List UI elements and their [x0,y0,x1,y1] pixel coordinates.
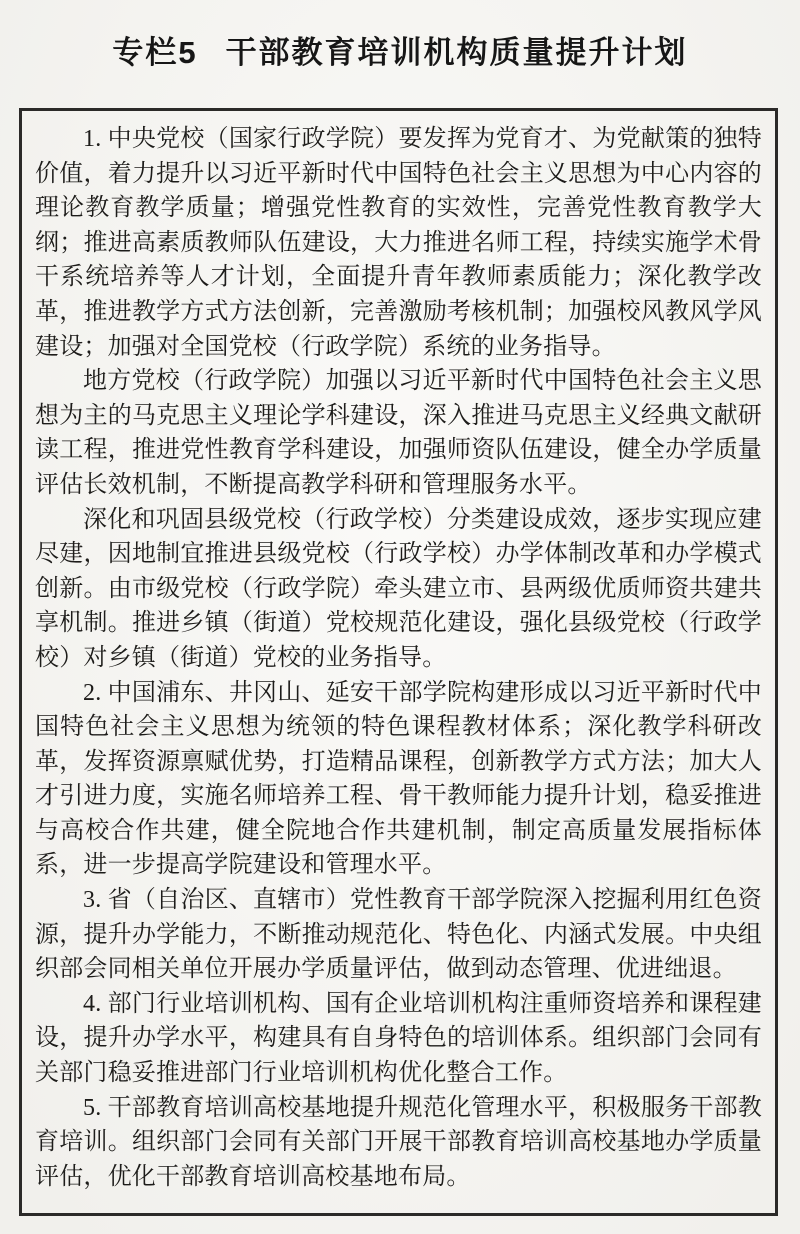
paragraph-item-4: 4. 部门行业培训机构、国有企业培训机构注重师资培养和课程建设，提升办学水平，构建具有自身特色的培训体系。组织部门会同有关部门稳妥推进部门行业培训机构优化整合工作。 [35,990,762,1087]
title-column-label: 专栏5 [112,35,198,70]
content-box [19,108,778,1216]
title-text: 干部教育培训机构质量提升计划 [225,35,688,70]
paragraph-item-1: 1. 中央党校（国家行政学院）要发挥为党育才、为党献策的独特价值，着力提升以习近平新时代中国特色社会主义思想为中心内容的理论教育教学质量；增强党性教育的实效性，完善党性教育教学大纲；推进高素质教师队伍建设，大力推进名师工程，持续实施学术骨干系统培养等人才计划，全面提升青年教师素质能力；深化教学改革，推进教学方式方法创新，完善激励考核机制；加强校风教风学风建设；加强对全国党校（行政学院）系统的业务指导。 [35,126,762,360]
paragraph-local-party-schools: 地方党校（行政学院）加强以习近平新时代中国特色社会主义思想为主的马克思主义理论学科建设，深入推进马克思主义经典文献研读工程，推进党性教育学科建设，加强师资队伍建设，健全办学质量评估长效机制，不断提高教学科研和管理服务水平。 [35,368,762,498]
paragraph-county-party-schools: 深化和巩固县级党校（行政学校）分类建设成效，逐步实现应建尽建，因地制宜推进县级党校（行政学校）办学体制改革和办学模式创新。由市级党校（行政学院）牵头建立市、县两级优质师资共建共享机制。推进乡镇（街道）党校规范化建设，强化县级党校（行政学校）对乡镇（街道）党校的业务指导。 [35,506,762,671]
paragraph-item-2: 2. 中国浦东、井冈山、延安干部学院构建形成以习近平新时代中国特色社会主义思想为统领的特色课程教材体系；深化教学科研改革，发挥资源禀赋优势，打造精品课程，创新教学方式方法；加大人才引进力度，实施名师培养工程、骨干教师能力提升计划，稳妥推进与高校合作共建，健全院地合作共建机制，制定高质量发展指标体系，进一步提高学院建设和管理水平。 [35,679,762,879]
page-title [0,0,800,72]
paragraph-item-5: 5. 干部教育培训高校基地提升规范化管理水平，积极服务干部教育培训。组织部门会同有关部门开展干部教育培训高校基地办学质量评估，优化干部教育培训高校基地布局。 [35,1094,762,1190]
paragraph-item-3: 3. 省（自治区、直辖市）党性教育干部学院深入挖掘利用红色资源，提升办学能力，不断推动规范化、特色化、内涵式发展。中央组织部会同相关单位开展办学质量评估，做到动态管理、优进绌退。 [35,887,762,983]
